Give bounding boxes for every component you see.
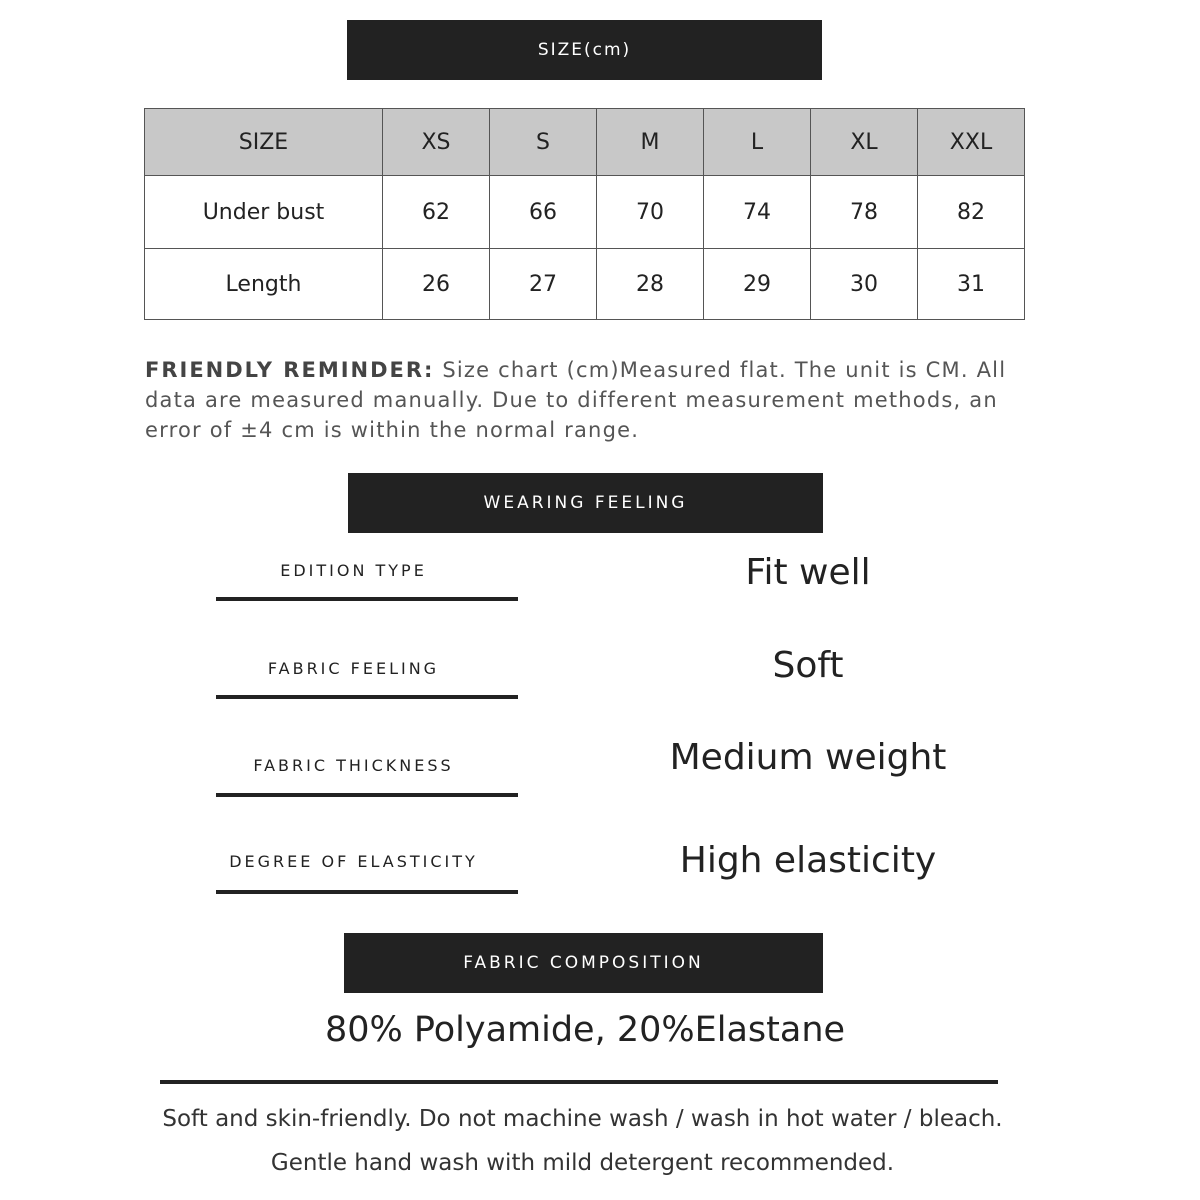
table-cell: 82 (918, 176, 1025, 249)
size-header-s: S (490, 109, 597, 176)
size-header-xxl: XXL (918, 109, 1025, 176)
reminder-label: FRIENDLY REMINDER: (145, 358, 435, 382)
size-section-title: SIZE(cm) (537, 40, 632, 60)
row-label: Under bust (145, 176, 383, 249)
care-instructions-line-2: Gentle hand wash with mild detergent recommended. (270, 1150, 895, 1176)
size-header-label: SIZE (145, 109, 383, 176)
fabric-thickness-underline (216, 793, 518, 797)
elasticity-value: High elasticity (679, 840, 937, 881)
edition-type-value: Fit well (745, 552, 871, 593)
fabric-thickness-label: FABRIC THICKNESS (253, 756, 454, 775)
size-table-header-row (145, 109, 1025, 176)
row-label: Length (145, 249, 383, 320)
size-header-xs: XS (383, 109, 490, 176)
size-header-m: M (597, 109, 704, 176)
fabric-feeling-label: FABRIC FEELING (267, 659, 440, 678)
fabric-composition-title: FABRIC COMPOSITION (463, 953, 704, 973)
table-cell: 31 (918, 249, 1025, 320)
table-cell: 28 (597, 249, 704, 320)
size-table (144, 108, 1025, 320)
size-section-banner (347, 20, 822, 80)
edition-type-underline (216, 597, 518, 601)
table-cell: 70 (597, 176, 704, 249)
size-header-l: L (704, 109, 811, 176)
size-header-xl: XL (811, 109, 918, 176)
table-cell: 66 (490, 176, 597, 249)
table-row-under-bust (145, 176, 1025, 249)
table-cell: 26 (383, 249, 490, 320)
friendly-reminder (145, 355, 1045, 445)
table-row-length (145, 249, 1025, 320)
fabric-thickness-value: Medium weight (669, 737, 947, 778)
wearing-feeling-banner (348, 473, 823, 533)
table-cell: 62 (383, 176, 490, 249)
elasticity-underline (216, 890, 518, 894)
fabric-feeling-value: Soft (772, 645, 844, 686)
composition-divider (160, 1080, 998, 1084)
care-instructions-line-1: Soft and skin-friendly. Do not machine wash / wash in hot water / bleach. (162, 1106, 1003, 1132)
fabric-composition-banner (344, 933, 823, 993)
edition-type-label: EDITION TYPE (280, 561, 427, 580)
elasticity-label: DEGREE OF ELASTICITY (229, 852, 478, 871)
table-cell: 27 (490, 249, 597, 320)
reminder-text: Size chart (cm)Measured flat. The unit is CM. All data are measured manually. Due to different measurement methods, an error of ±4 cm is within the normal range. (145, 358, 1007, 442)
composition-text: 80% Polyamide, 20%Elastane (324, 1010, 846, 1050)
table-cell: 78 (811, 176, 918, 249)
table-cell: 74 (704, 176, 811, 249)
wearing-feeling-title: WEARING FEELING (483, 493, 688, 513)
table-cell: 29 (704, 249, 811, 320)
table-cell: 30 (811, 249, 918, 320)
fabric-feeling-underline (216, 695, 518, 699)
